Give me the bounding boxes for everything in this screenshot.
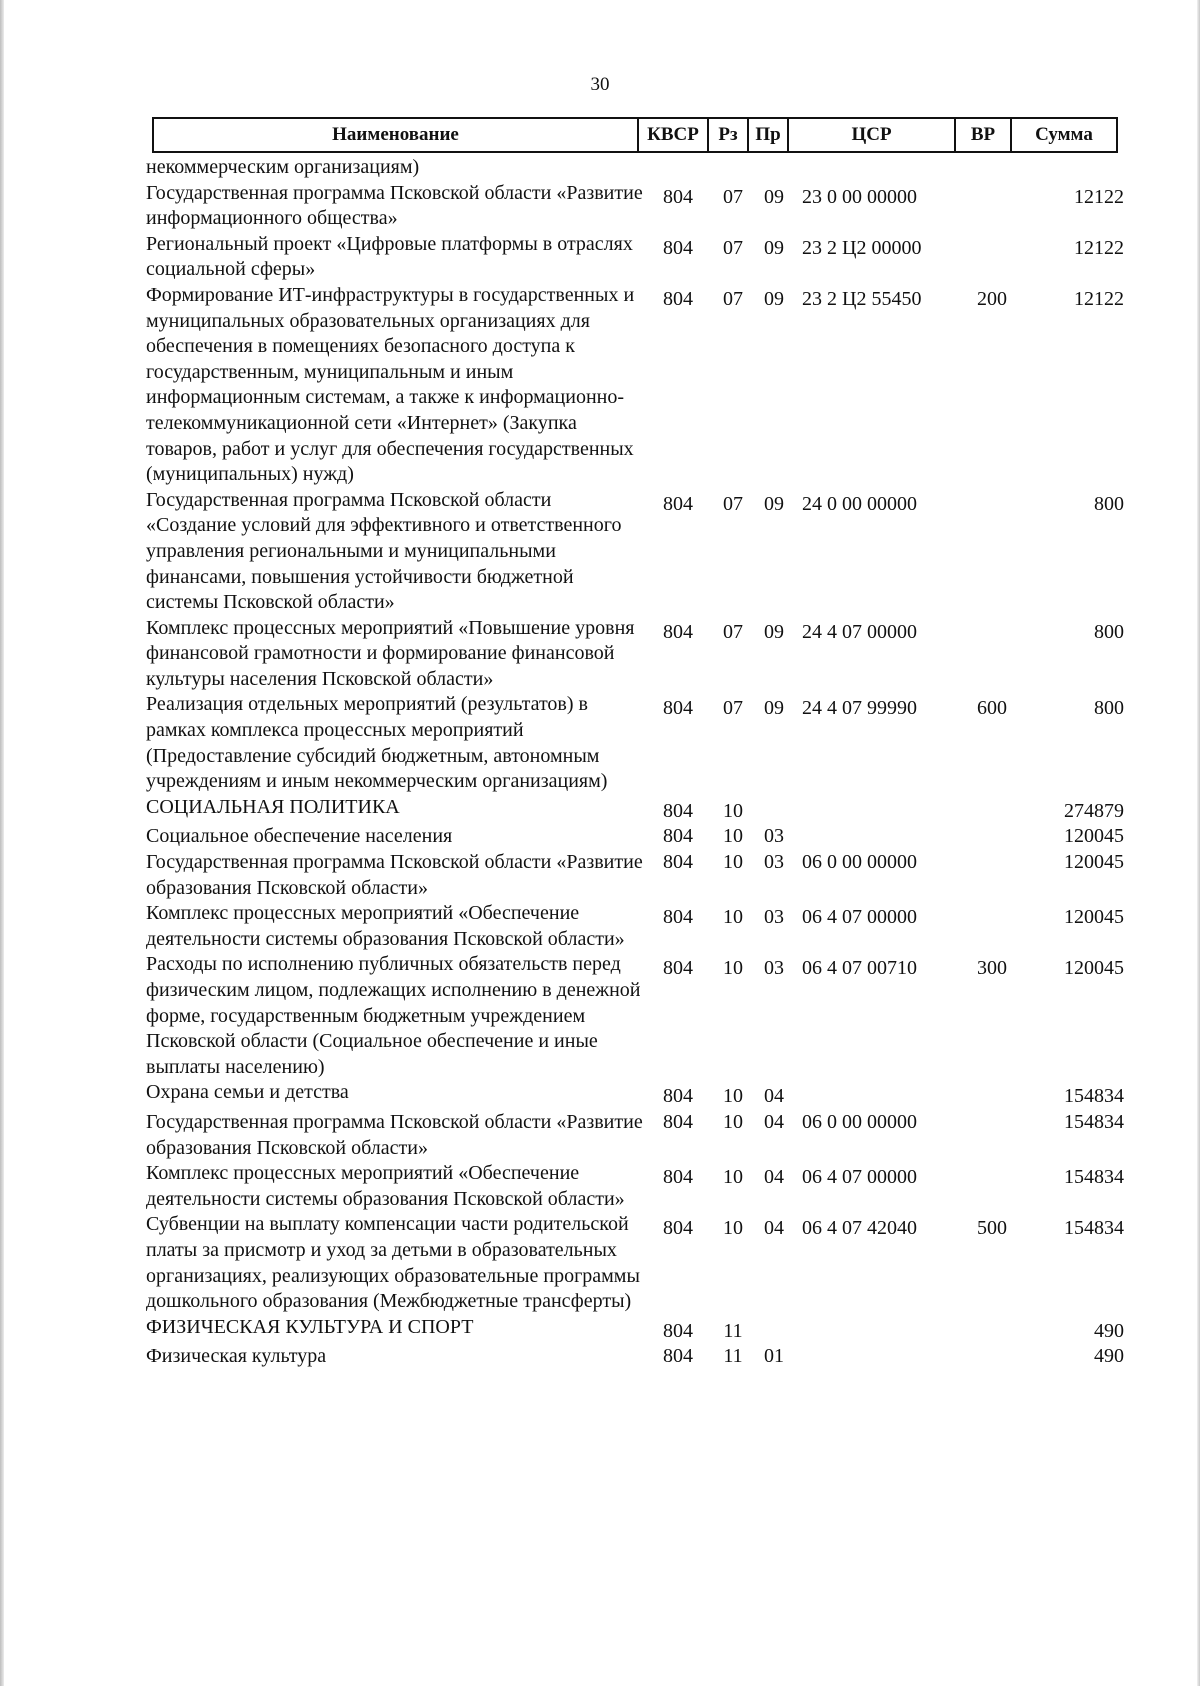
table-row xyxy=(146,1080,1126,1110)
cell-vr xyxy=(964,905,1020,952)
cell-vr: 600 xyxy=(977,697,1007,720)
cell-vr xyxy=(964,185,1020,232)
cell-pr xyxy=(754,1319,794,1345)
cell-kvsr: 804 xyxy=(663,1345,693,1368)
scan-edge-left xyxy=(0,0,4,1686)
cell-name: Государственная программа Псковской области «Развитие образования Псковской области» xyxy=(146,1110,648,1159)
cell-kvsr: 804 xyxy=(663,1319,693,1342)
cell-pr: 09 xyxy=(764,620,784,643)
cell-kvsr: 804 xyxy=(663,697,693,720)
cell-vr: 300 xyxy=(977,957,1007,980)
cell-rz: 10 xyxy=(723,825,743,848)
table-row xyxy=(146,1344,1126,1370)
header-name: Наименование xyxy=(154,119,639,151)
cell-pr: 04 xyxy=(764,1166,784,1189)
cell-rz: 10 xyxy=(723,1110,743,1133)
cell-pr: 09 xyxy=(764,185,784,208)
cell-pr: 01 xyxy=(764,1345,784,1368)
table-row xyxy=(146,232,1126,283)
cell-vr xyxy=(964,799,1020,825)
cell-rz: 07 xyxy=(723,620,743,643)
cell-name: Социальное обеспечение населения xyxy=(146,825,453,848)
header-vr: ВР xyxy=(956,119,1012,151)
cell-kvsr: 804 xyxy=(663,1110,693,1133)
cell-kvsr: 804 xyxy=(663,620,693,643)
cell-vr xyxy=(964,1084,1020,1110)
cell-rz: 11 xyxy=(723,1319,743,1342)
cell-csr: 24 4 07 99990 xyxy=(802,697,917,720)
cell-pr: 09 xyxy=(764,697,784,720)
cell-csr xyxy=(794,155,964,181)
cell-sum: 120045 xyxy=(1064,957,1124,980)
cell-kvsr: 804 xyxy=(663,1166,693,1189)
table-row xyxy=(146,824,1126,850)
cell-rz: 10 xyxy=(723,1085,743,1108)
cell-kvsr: 804 xyxy=(663,287,693,310)
cell-kvsr xyxy=(644,155,712,181)
table-row xyxy=(146,901,1126,952)
cell-sum: 120045 xyxy=(1064,825,1124,848)
cell-pr: 03 xyxy=(764,906,784,929)
header-rz: Рз xyxy=(709,119,749,151)
header-sum: Сумма xyxy=(1035,124,1093,145)
cell-pr: 03 xyxy=(764,957,784,980)
cell-csr xyxy=(794,1344,964,1370)
cell-name: Физическая культура xyxy=(146,1345,327,1368)
cell-name: СОЦИАЛЬНАЯ ПОЛИТИКА xyxy=(146,795,400,818)
cell-rz: 07 xyxy=(723,492,743,515)
cell-pr xyxy=(754,155,794,181)
cell-vr xyxy=(964,236,1020,283)
cell-vr xyxy=(964,1165,1020,1212)
cell-vr xyxy=(964,155,1020,181)
table-row xyxy=(146,1161,1126,1212)
cell-sum: 274879 xyxy=(1064,799,1124,822)
cell-csr xyxy=(794,799,964,825)
cell-sum: 154834 xyxy=(1064,1217,1124,1240)
cell-csr xyxy=(794,824,964,850)
cell-rz xyxy=(712,155,754,181)
cell-name: ФИЗИЧЕСКАЯ КУЛЬТУРА И СПОРТ xyxy=(146,1315,474,1338)
cell-pr: 09 xyxy=(764,492,784,515)
cell-name: Расходы по исполнению публичных обязательств перед физическим лицом, подлежащих исполнению в денежной форме, государственным бюджетным учреждением Псковской области (Социальное обеспечение и иные выплаты населению) xyxy=(146,953,646,1078)
table-row xyxy=(146,1315,1126,1345)
cell-sum: 154834 xyxy=(1064,1166,1124,1189)
cell-sum: 490 xyxy=(1094,1319,1124,1342)
cell-csr: 06 4 07 42040 xyxy=(802,1217,917,1240)
cell-sum: 120045 xyxy=(1064,906,1124,929)
cell-name: Охрана семьи и детства xyxy=(146,1081,349,1104)
table-row xyxy=(146,155,1126,181)
cell-sum: 154834 xyxy=(1064,1110,1124,1133)
cell-vr xyxy=(964,850,1020,901)
cell-vr xyxy=(964,1344,1020,1370)
table-row xyxy=(146,795,1126,825)
cell-csr xyxy=(794,1084,964,1110)
cell-name: Комплекс процессных мероприятий «Повышение уровня финансовой грамотности и формирование финансовой культуры населения Псковской области» xyxy=(146,616,640,690)
cell-rz: 11 xyxy=(723,1345,743,1368)
cell-pr: 04 xyxy=(764,1217,784,1240)
cell-rz: 07 xyxy=(723,236,743,259)
cell-sum: 12122 xyxy=(1074,236,1124,259)
cell-sum: 12122 xyxy=(1074,287,1124,310)
cell-rz: 07 xyxy=(723,287,743,310)
cell-csr: 23 2 Ц2 00000 xyxy=(802,236,922,259)
cell-kvsr: 804 xyxy=(663,492,693,515)
cell-kvsr: 804 xyxy=(663,825,693,848)
cell-pr: 03 xyxy=(764,825,784,848)
cell-sum: 154834 xyxy=(1064,1085,1124,1108)
cell-csr: 23 2 Ц2 55450 xyxy=(802,287,922,310)
cell-rz: 10 xyxy=(723,1166,743,1189)
cell-rz: 10 xyxy=(723,957,743,980)
cell-csr: 06 0 00 00000 xyxy=(802,1110,917,1133)
cell-kvsr: 804 xyxy=(663,1217,693,1240)
cell-name: Региональный проект «Цифровые платформы в отраслях социальной сферы» xyxy=(146,232,638,281)
cell-kvsr: 804 xyxy=(663,185,693,208)
table-row xyxy=(146,1212,1126,1314)
cell-csr: 06 4 07 00710 xyxy=(802,957,917,980)
cell-pr: 03 xyxy=(764,851,784,874)
cell-rz: 10 xyxy=(723,851,743,874)
cell-rz: 07 xyxy=(723,185,743,208)
cell-kvsr: 804 xyxy=(663,851,693,874)
cell-rz: 10 xyxy=(723,906,743,929)
cell-pr: 09 xyxy=(764,236,784,259)
cell-name: Формирование ИТ-инфраструктуры в государственных и муниципальных образовательных организациях для обеспечения в помещениях безопасного доступа к государственным, муниципальным и иным информационным системам, а также к информационно-телекоммуникационной сети «Интернет» (Закупка товаров, работ и услуг для обеспечения государственных (муниципальных) нужд) xyxy=(146,283,640,486)
cell-sum xyxy=(1020,155,1126,181)
header-csr: ЦСР xyxy=(789,119,956,151)
table-row xyxy=(146,850,1126,901)
page-number: 30 xyxy=(590,74,610,95)
table-row xyxy=(146,616,1126,693)
cell-sum: 800 xyxy=(1094,620,1124,643)
cell-name: Комплекс процессных мероприятий «Обеспечение деятельности системы образования Псковской области» xyxy=(146,1162,625,1210)
cell-rz: 10 xyxy=(723,799,743,822)
cell-sum: 800 xyxy=(1094,697,1124,720)
table-row xyxy=(146,488,1126,616)
cell-pr: 04 xyxy=(764,1085,784,1108)
header-pr: Пр xyxy=(749,119,789,151)
cell-sum: 120045 xyxy=(1064,851,1124,874)
cell-csr: 06 0 00 00000 xyxy=(802,851,917,874)
cell-rz: 10 xyxy=(723,1217,743,1240)
cell-csr xyxy=(794,1319,964,1345)
cell-csr: 06 4 07 00000 xyxy=(802,1166,917,1189)
cell-vr xyxy=(964,1319,1020,1345)
cell-csr: 23 0 00 00000 xyxy=(802,185,917,208)
cell-vr xyxy=(964,824,1020,850)
cell-sum: 490 xyxy=(1094,1345,1124,1368)
cell-pr: 04 xyxy=(764,1110,784,1133)
cell-name: Государственная программа Псковской области «Развитие образования Псковской области» xyxy=(146,851,648,899)
cell-name: Реализация отдельных мероприятий (результатов) в рамках комплекса процессных мероприятий (Предоставление субсидий бюджетным, автономным учреждениям и иным некоммерческим организациям) xyxy=(146,693,608,793)
cell-vr xyxy=(964,620,1020,693)
cell-kvsr: 804 xyxy=(663,799,693,822)
table-header xyxy=(152,117,1118,153)
cell-pr xyxy=(754,799,794,825)
cell-name: Субвенции на выплату компенсации части родительской платы за присмотр и уход за детьми в образовательных организациях, реализующих образовательные программы дошкольного образования (Межбюджетные трансферты) xyxy=(146,1213,645,1313)
cell-vr: 200 xyxy=(977,287,1007,310)
header-kvsr: КВСР xyxy=(639,119,709,151)
cell-pr: 09 xyxy=(764,287,784,310)
cell-kvsr: 804 xyxy=(663,957,693,980)
table-row xyxy=(146,283,1126,488)
table-row xyxy=(146,952,1126,1080)
cell-kvsr: 804 xyxy=(663,236,693,259)
cell-csr: 24 4 07 00000 xyxy=(802,620,917,643)
table-row xyxy=(146,692,1126,794)
table-row xyxy=(146,1110,1126,1161)
cell-name: Государственная программа Псковской области «Развитие информационного общества» xyxy=(146,181,648,230)
cell-csr: 24 0 00 00000 xyxy=(802,492,917,515)
cell-name: Государственная программа Псковской области «Создание условий для эффективного и ответственного управления региональными и муниципальными финансами, повышения устойчивости бюджетной системы Псковской области» xyxy=(146,488,627,614)
cell-name: некоммерческим организациям) xyxy=(146,156,420,178)
cell-name: Комплекс процессных мероприятий «Обеспечение деятельности системы образования Псковской области» xyxy=(146,902,625,950)
cell-sum: 800 xyxy=(1094,492,1124,515)
cell-kvsr: 804 xyxy=(663,906,693,929)
cell-csr: 06 4 07 00000 xyxy=(802,906,917,929)
cell-vr xyxy=(964,1110,1020,1161)
cell-sum: 12122 xyxy=(1074,185,1124,208)
table-body xyxy=(146,155,1126,1370)
cell-rz: 07 xyxy=(723,697,743,720)
cell-vr xyxy=(964,492,1020,616)
table-row xyxy=(146,181,1126,232)
cell-kvsr: 804 xyxy=(663,1085,693,1108)
cell-vr: 500 xyxy=(977,1217,1007,1240)
